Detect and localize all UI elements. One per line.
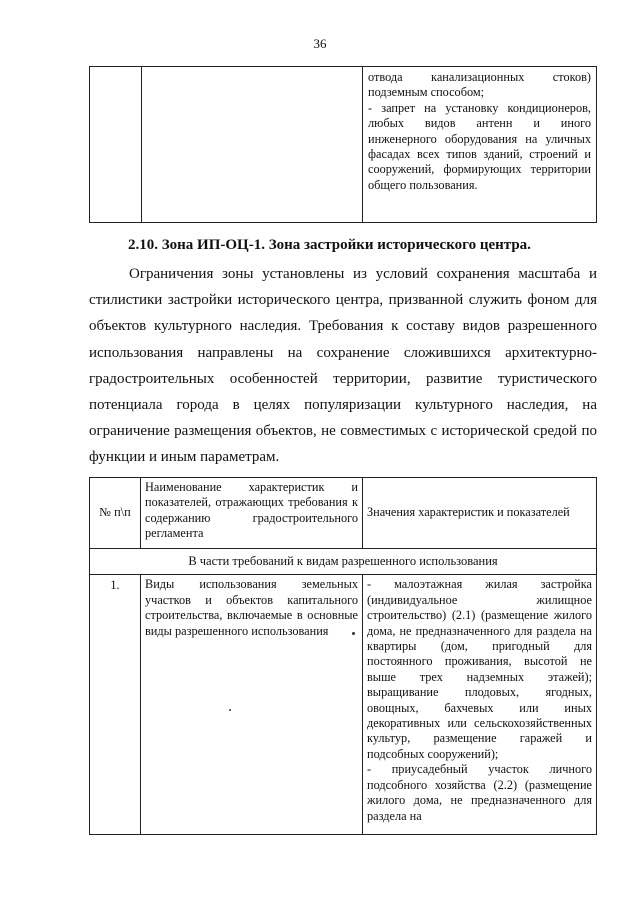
scan-speck	[352, 632, 355, 635]
header-number: № п\п	[90, 478, 141, 549]
table-header-row	[90, 478, 597, 549]
table-section-row	[90, 549, 597, 575]
table-row	[90, 575, 597, 835]
table-cell-name	[142, 67, 363, 223]
header-name: Наименование характеристик и показателей, отражающих требования к содержанию градостроительного регламента	[141, 478, 363, 549]
table-row	[90, 67, 597, 223]
row-value: - малоэтажная жилая застройка (индивидуальное жилищное строительство) (2.1) (размещение жилого дома, не предназначенного для раздела на квартиры (дом, пригодный для постоянного проживания, высотой не выше трех надземных этажей); выращивание плодовых, ягодных, овощных, бахчевых или иных декоративных или сельскохозяйственных культур, размещение гаражей и подсобных сооружений); - приусадебный участок личного подсобного хозяйства (2.2) (размещение жилого дома, не предназначенного для раздела на	[363, 575, 597, 835]
continued-table	[89, 66, 597, 223]
page-number: 36	[313, 36, 327, 51]
table-cell-number	[90, 67, 142, 223]
row-name: Виды использования земельных участков и объектов капитального строительства, включаемые в основные виды разрешенного использования	[141, 575, 363, 835]
part-row-label: В части требований к видам разрешенного использования	[90, 549, 597, 575]
continued-value-text: отвода канализационных стоков) подземным способом; - запрет на установку кондиционеров, любых видов антенн и иного инженерного оборудования на уличных фасадах всех типов зданий, строений и сооружений, формирующих территории общего пользования.	[368, 70, 591, 192]
header-values: Значения характеристик и показателей	[363, 478, 597, 549]
row-number: 1.	[90, 575, 141, 835]
regulation-table	[89, 477, 597, 835]
scan-speck	[229, 709, 231, 711]
section-paragraph: Ограничения зоны установлены из условий сохранения масштаба и стилистики застройки исторического центра, призванной служить фоном для объектов культурного наследия. Требования к составу видов разрешенного использования направлены на сохранение сложившихся архитектурно-градостроительных особенностей территории, развитие туристического потенциала города в целях популяризации культурного наследия, на ограничение размещения объектов, не совместимых с исторической средой по функции и иным параметрам.	[89, 266, 597, 466]
table-cell-value	[363, 67, 597, 223]
section-title: 2.10. Зона ИП-ОЦ-1. Зона застройки исторического центра.	[128, 237, 531, 253]
section-body	[89, 261, 597, 471]
